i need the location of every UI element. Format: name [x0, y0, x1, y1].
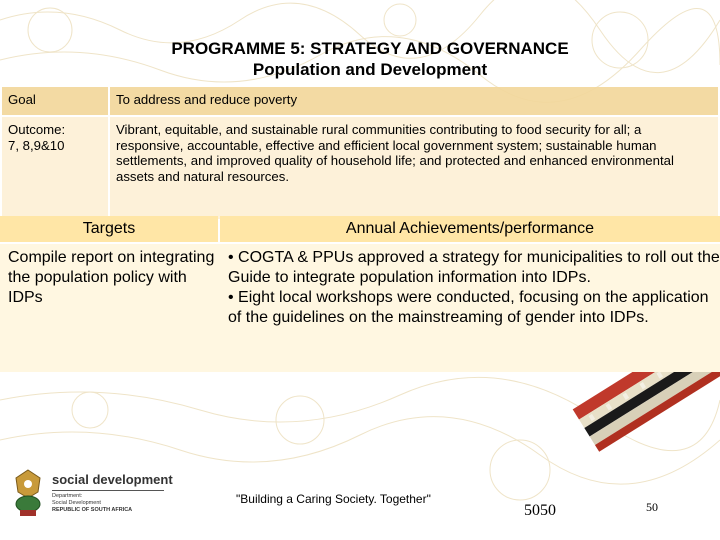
title-line-2: Population and Development: [252, 60, 488, 79]
logo-dept-line-3: REPUBLIC OF SOUTH AFRICA: [52, 507, 133, 513]
goal-label: Goal: [2, 87, 109, 116]
outcome-text: Vibrant, equitable, and sustainable rural communities contributing to food security for all; a responsive, accountable, effective and efficient local government system; sustainable human settlements, and improved quality of household life; and protected and enhanced environmental assets and natural resources.: [109, 116, 718, 219]
title-line-1: PROGRAMME 5: STRATEGY AND GOVERNANCE: [171, 39, 569, 58]
achievement-item: • Eight local workshops were conducted, focusing on the application of the guidelines on the mainstreaming of gender into IDPs.: [228, 289, 709, 326]
logo-brand-text: social development: [52, 472, 173, 487]
page-number: 50: [646, 500, 658, 514]
targets-header: Targets: [0, 216, 218, 242]
outcome-row: [2, 116, 718, 219]
outcome-label-line-2: 7, 8,9&10: [8, 137, 65, 153]
achievements-header: Annual Achievements/performance: [220, 216, 720, 242]
coat-of-arms-icon: [10, 468, 46, 520]
goal-text: To address and reduce poverty: [109, 87, 718, 116]
page-title: [0, 38, 720, 80]
outcome-label-line-1: Outcome:: [8, 122, 66, 137]
goal-row: [2, 87, 718, 116]
logo-divider: [52, 490, 164, 491]
achievements-cell: [220, 244, 720, 372]
achievement-item: • COGTA & PPUs approved a strategy for municipalities to roll out the Guide to integrate population information into IDPs.: [228, 249, 720, 286]
logo-dept-line-2: Social Development: [52, 500, 101, 506]
slogan: "Building a Caring Society. Together": [236, 492, 431, 506]
department-logo: [4, 462, 174, 526]
brand-5050: 5050: [524, 502, 556, 519]
logo-dept-line-1: Department:: [52, 493, 83, 499]
outcome-label: [2, 116, 109, 219]
logo-department: [52, 493, 172, 514]
target-cell: Compile report on integrating the population policy with IDPs: [0, 244, 222, 372]
goal-table: [2, 87, 718, 219]
